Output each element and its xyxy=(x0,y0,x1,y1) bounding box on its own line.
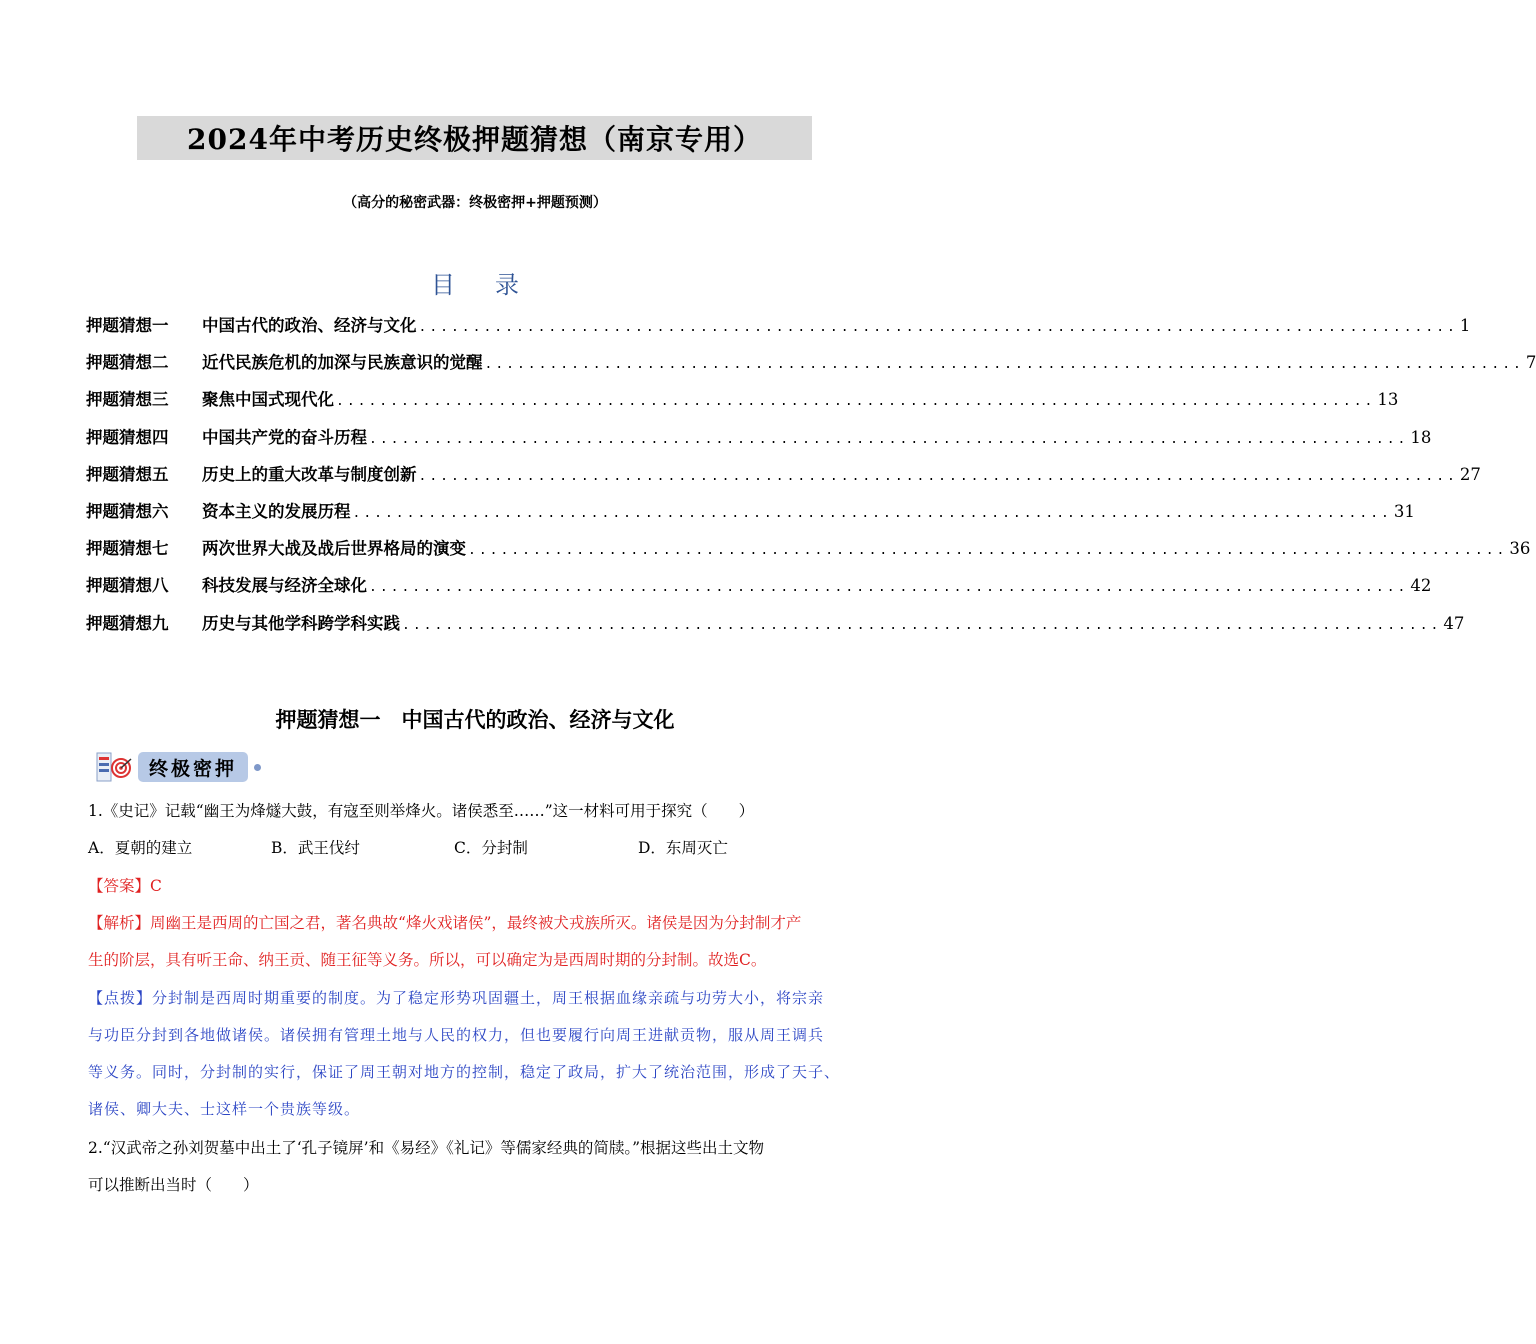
analysis-line: 生的阶层，具有听王命、纳王贡、随王征等义务。所以，可以确定为是西周时期的分封制。故选C。 xyxy=(88,951,767,969)
tip-line: 等义务。同时，分封制的实行，保证了周王朝对地方的控制，稳定了政局，扩大了统治范围，形成了天子、 xyxy=(88,1063,841,1081)
question-1-tip xyxy=(88,980,873,1128)
toc-entry-title: 近代民族危机的加深与民族意识的觉醒 xyxy=(202,353,483,373)
toc-entry-title: 聚焦中国式现代化 xyxy=(202,390,334,410)
question-2-line: 可以推断出当时（ ） xyxy=(88,1176,259,1194)
toc-entry-number: 押题猜想四 xyxy=(86,427,169,447)
question-1-options xyxy=(88,830,873,867)
toc-dot-leader: ................................................................................................ xyxy=(369,580,1409,596)
toc-entry[interactable] xyxy=(86,610,1465,647)
answer-tag: 【答案】 xyxy=(88,877,151,895)
option-b[interactable]: B．武王伐纣 xyxy=(271,839,360,857)
toc-dot-leader: ................................................................................................ xyxy=(484,357,1524,373)
toc-entry-page: 18 xyxy=(1410,427,1432,447)
toc-entry-title: 历史与其他学科跨学科实践 xyxy=(202,613,400,633)
toc-dot-leader: ................................................................................................ xyxy=(402,617,1442,633)
toc-entry[interactable] xyxy=(86,498,1415,535)
toc-entry-number: 押题猜想三 xyxy=(86,390,169,410)
answer-value: C xyxy=(150,877,162,895)
target-document-icon xyxy=(96,751,134,783)
tip-tag: 【点拨】 xyxy=(88,989,153,1007)
toc-entry-number: 押题猜想六 xyxy=(86,501,169,521)
question-1-answer xyxy=(88,868,873,905)
toc-entry[interactable] xyxy=(86,312,1471,349)
question-2-line: 2.“汉武帝之孙刘贺墓中出土了‘孔子镜屏’和《易经》《礼记》等儒家经典的简牍。”根据这些出土文物 xyxy=(88,1139,764,1157)
toc-entry[interactable] xyxy=(86,535,1531,572)
toc-entry-title: 中国古代的政治、经济与文化 xyxy=(202,316,417,335)
toc-entry-page: 31 xyxy=(1393,501,1415,521)
document-subtitle: （高分的秘密武器：终极密押+押题预测） xyxy=(343,195,607,211)
toc-entry-page: 36 xyxy=(1509,539,1531,559)
analysis-line: 周幽王是西周的亡国之君，著名典故“烽火戏诸侯”，最终被犬戎族所灭。诸侯是因为分封制才产 xyxy=(150,914,802,932)
section-badge xyxy=(96,748,266,786)
toc-entry[interactable] xyxy=(86,424,1432,461)
option-c[interactable]: C．分封制 xyxy=(454,839,528,857)
toc-entry-title: 两次世界大战及战后世界格局的演变 xyxy=(202,539,466,559)
toc-entry-title: 历史上的重大改革与制度创新 xyxy=(202,464,417,484)
title-band xyxy=(137,116,812,160)
toc-entry[interactable] xyxy=(86,461,1481,498)
toc-entry-page: 1 xyxy=(1459,316,1471,335)
toc-entry-page: 47 xyxy=(1443,613,1465,633)
section-heading: 押题猜想一 中国古代的政治、经济与文化 xyxy=(275,708,675,732)
tip-line: 与功臣分封到各地做诸侯。诸侯拥有管理土地与人民的权力，但也要履行向周王进献贡物，服从周王调兵 xyxy=(88,1026,825,1044)
toc-entry-title: 科技发展与经济全球化 xyxy=(202,576,367,596)
badge-dot xyxy=(254,764,261,771)
toc-entry-page: 13 xyxy=(1377,390,1399,410)
toc-entry-number: 押题猜想八 xyxy=(86,576,169,596)
question-1-stem: 1.《史记》记载“幽王为烽燧大鼓，有寇至则举烽火。诸侯悉至……”这一材料可用于探究（ ） xyxy=(88,802,755,820)
toc-entry[interactable] xyxy=(86,386,1399,423)
question-1-analysis xyxy=(88,905,873,979)
toc-entry-number: 押题猜想七 xyxy=(86,539,169,559)
toc-entry-number: 押题猜想五 xyxy=(86,464,169,484)
option-a[interactable]: A．夏朝的建立 xyxy=(88,839,193,857)
toc-entry-number: 押题猜想九 xyxy=(86,613,169,633)
toc-entry-title: 资本主义的发展历程 xyxy=(202,501,351,521)
toc-entry-page: 27 xyxy=(1459,464,1481,484)
toc-entry-title: 中国共产党的奋斗历程 xyxy=(202,427,367,447)
toc-entry-number: 押题猜想二 xyxy=(86,353,169,373)
analysis-tag: 【解析】 xyxy=(88,914,151,932)
toc-entry-page: 7 xyxy=(1525,353,1536,373)
toc-dot-leader: ................................................................................................ xyxy=(418,468,1458,484)
toc-entry-page: 42 xyxy=(1410,576,1432,596)
toc-heading: 目录 xyxy=(431,271,559,299)
toc-dot-leader: ................................................................................................ xyxy=(352,505,1392,521)
option-d[interactable]: D．东周灭亡 xyxy=(638,839,728,857)
tip-line: 诸侯、卿大夫、士这样一个贵族等级。 xyxy=(88,1100,361,1118)
toc-entry-number: 押题猜想一 xyxy=(86,316,169,335)
table-of-contents xyxy=(86,312,1536,647)
toc-dot-leader: ................................................................................................ xyxy=(418,320,1458,335)
toc-entry[interactable] xyxy=(86,572,1432,609)
toc-dot-leader: ................................................................................................ xyxy=(336,394,1376,410)
question-2-stem xyxy=(88,1130,873,1204)
toc-dot-leader: ................................................................................................ xyxy=(369,431,1409,447)
document-title: 2024年中考历史终极押题猜想（南京专用） xyxy=(187,123,762,156)
tip-line: 分封制是西周时期重要的制度。为了稳定形势巩固疆土，周王根据血缘亲疏与功劳大小，将宗亲 xyxy=(152,989,825,1007)
badge-label: 终极密押 xyxy=(138,752,248,782)
toc-entry[interactable] xyxy=(86,349,1536,386)
toc-dot-leader: ................................................................................................ xyxy=(468,543,1508,559)
